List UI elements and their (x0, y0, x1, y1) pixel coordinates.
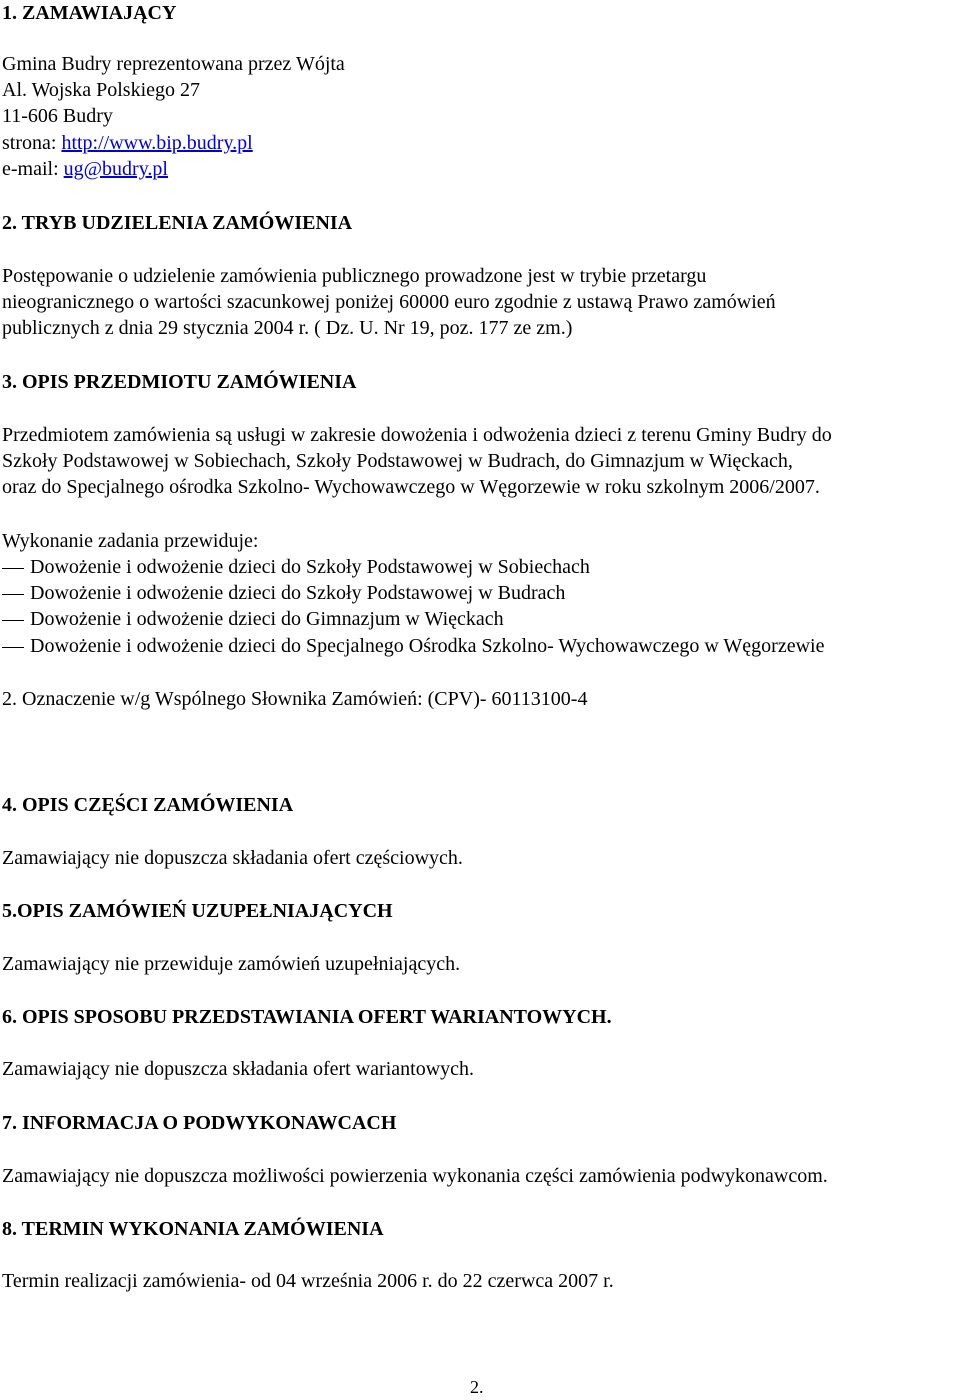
address-line-2: Al. Wojska Polskiego 27 (2, 79, 201, 101)
list-item-text: Dowożenie i odwożenie dzieci do Gimnazjum w Więckach (30, 608, 504, 630)
section2-line-2: nieogranicznego o wartości szacunkowej poniżej 60000 euro zgodnie z ustawą Prawo zamówień (2, 291, 776, 313)
section3-line-2: Szkoły Podstawowej w Sobiechach, Szkoły Podstawowej w Budrach, do Gimnazjum w Więckach, (2, 450, 793, 472)
list-item (2, 606, 504, 632)
dash-bullet (2, 620, 24, 621)
section3-line-3: oraz do Specjalnego ośrodka Szkolno- Wychowawczego w Węgorzewie w roku szkolnym 2006/2007. (2, 476, 820, 498)
section4-heading: 4. OPIS CZĘŚCI ZAMÓWIENIA (2, 794, 294, 816)
section7-text: Zamawiający nie dopuszcza możliwości powierzenia wykonania części zamówienia podwykonawcom. (2, 1165, 828, 1187)
list-item-text: Dowożenie i odwożenie dzieci do Szkoły Podstawowej w Sobiechach (30, 556, 590, 578)
website-line (2, 130, 253, 156)
section3-heading: 3. OPIS PRZEDMIOTU ZAMÓWIENIA (2, 371, 357, 393)
section8-text: Termin realizacji zamówienia- od 04 września 2006 r. do 22 czerwca 2007 r. (2, 1270, 614, 1292)
section3-intro: Wykonanie zadania przewiduje: (2, 530, 259, 552)
dash-bullet (2, 568, 24, 569)
email-label: e-mail: (2, 158, 64, 180)
section2-heading: 2. TRYB UDZIELENIA ZAMÓWIENIA (2, 212, 353, 234)
list-item (2, 554, 590, 580)
cpv-line: 2. Oznaczenie w/g Wspólnego Słownika Zamówień: (CPV)- 60113100-4 (2, 688, 588, 710)
page-number: 2. (470, 1377, 484, 1397)
section7-heading: 7. INFORMACJA O PODWYKONAWCACH (2, 1112, 397, 1134)
section6-heading: 6. OPIS SPOSOBU PRZEDSTAWIANIA OFERT WARIANTOWYCH. (2, 1006, 612, 1028)
section3-line-1: Przedmiotem zamówienia są usługi w zakresie dowożenia i odwożenia dzieci z terenu Gminy Budry do (2, 424, 832, 446)
address-line-1: Gmina Budry reprezentowana przez Wójta (2, 53, 345, 75)
section2-line-3: publicznych z dnia 29 stycznia 2004 r. ( Dz. U. Nr 19, poz. 177 ze zm.) (2, 317, 573, 339)
address-line-3: 11-606 Budry (2, 105, 113, 127)
section5-text: Zamawiający nie przewiduje zamówień uzupełniających. (2, 953, 461, 975)
section5-heading: 5.OPIS ZAMÓWIEŃ UZUPEŁNIAJĄCYCH (2, 900, 393, 922)
list-item (2, 580, 565, 606)
section1-heading: 1. ZAMAWIAJĄCY (2, 2, 177, 24)
email-line (2, 156, 168, 182)
list-item-text: Dowożenie i odwożenie dzieci do Specjalnego Ośrodka Szkolno- Wychowawczego w Węgorzewie (30, 635, 825, 657)
dash-bullet (2, 594, 24, 595)
list-item-text: Dowożenie i odwożenie dzieci do Szkoły Podstawowej w Budrach (30, 582, 566, 604)
section6-text: Zamawiający nie dopuszcza składania ofert wariantowych. (2, 1058, 475, 1080)
section4-text: Zamawiający nie dopuszcza składania ofert częściowych. (2, 847, 463, 869)
website-link[interactable]: http://www.bip.budry.pl (61, 132, 253, 154)
list-item (2, 633, 824, 659)
website-label: strona: (2, 132, 62, 154)
dash-bullet (2, 647, 24, 648)
section8-heading: 8. TERMIN WYKONANIA ZAMÓWIENIA (2, 1218, 384, 1240)
section2-line-1: Postępowanie o udzielenie zamówienia publicznego prowadzone jest w trybie przetargu (2, 265, 707, 287)
email-link[interactable]: ug@budry.pl (63, 158, 168, 180)
